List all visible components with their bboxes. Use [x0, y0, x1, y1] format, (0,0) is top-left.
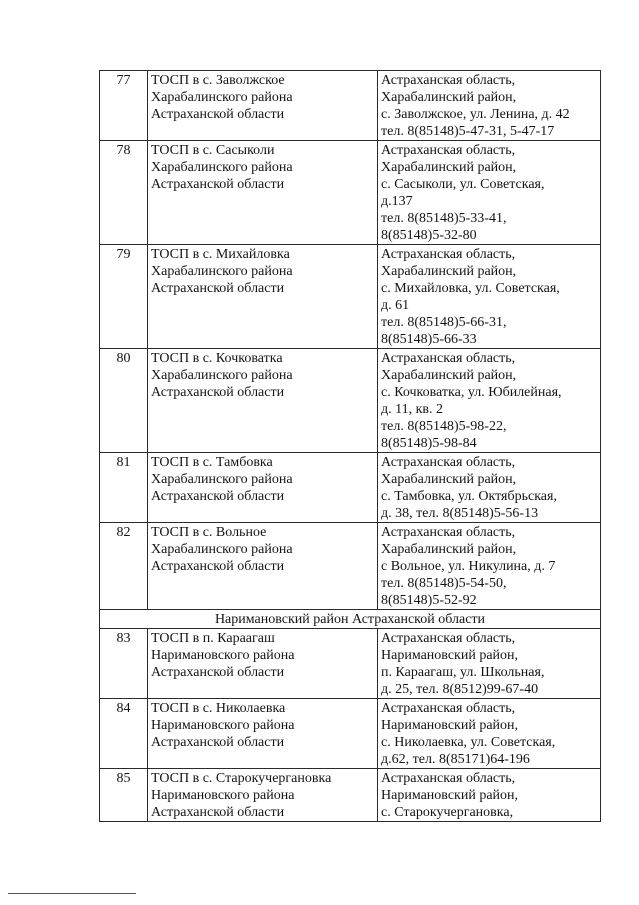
address-line: тел. 8(85148)5-66-31, — [381, 315, 507, 330]
office-name-line: Астраханской области — [151, 805, 285, 820]
address-line: Астраханская область, — [381, 143, 516, 158]
table-row — [100, 349, 601, 453]
office-name-line: ТОСП в с. Тамбовка — [151, 455, 273, 470]
section-header-row — [100, 610, 601, 629]
row-number: 82 — [100, 523, 148, 610]
address-line: тел. 8(85148)5-33-41, — [381, 211, 507, 226]
office-name-line: ТОСП в с. Михайловка — [151, 247, 290, 262]
address-line: с. Тамбовка, ул. Октябрьская, — [381, 489, 557, 504]
office-name-line: Астраханской области — [151, 177, 285, 192]
office-name-cell — [148, 523, 378, 610]
address-line: с. Михайловка, ул. Советская, — [381, 281, 560, 296]
table-row — [100, 453, 601, 523]
address-line: Астраханская область, — [381, 525, 516, 540]
district-section-heading: Наримановский район Астраханской области — [100, 610, 601, 629]
address-line: Харабалинский район, — [381, 160, 517, 175]
address-line: Наримановский район, — [381, 648, 519, 663]
office-name-line: Харабалинского района — [151, 542, 293, 557]
address-line: Астраханская область, — [381, 351, 516, 366]
table-row — [100, 523, 601, 610]
office-name-line: ТОСП в с. Вольное — [151, 525, 267, 540]
office-name-line: Астраханской области — [151, 281, 285, 296]
office-name-cell — [148, 629, 378, 699]
office-address-cell — [378, 71, 601, 141]
office-name-line: Харабалинского района — [151, 160, 293, 175]
address-line: Астраханская область, — [381, 455, 516, 470]
address-line: Астраханская область, — [381, 247, 516, 262]
row-number: 83 — [100, 629, 148, 699]
office-name-cell — [148, 699, 378, 769]
office-name-line: Харабалинского района — [151, 368, 293, 383]
row-number: 81 — [100, 453, 148, 523]
office-name-line: Астраханской области — [151, 735, 285, 750]
row-number: 79 — [100, 245, 148, 349]
address-line: д. 38, тел. 8(85148)5-56-13 — [381, 506, 539, 521]
office-name-line: ТОСП в с. Кочковатка — [151, 351, 283, 366]
office-name-line: ТОСП в с. Заволжское — [151, 73, 285, 88]
row-number: 78 — [100, 141, 148, 245]
table-row — [100, 769, 601, 822]
office-address-cell — [378, 769, 601, 822]
office-name-line: ТОСП в с. Николаевка — [151, 701, 286, 716]
row-number: 84 — [100, 699, 148, 769]
office-name-line: ТОСП в с. Старокучергановка — [151, 771, 332, 786]
row-number: 85 — [100, 769, 148, 822]
office-name-line: Астраханской области — [151, 385, 285, 400]
address-line: д.137 — [381, 194, 413, 209]
office-address-cell — [378, 523, 601, 610]
office-address-cell — [378, 141, 601, 245]
office-address-cell — [378, 349, 601, 453]
address-line: с. Николаевка, ул. Советская, — [381, 735, 556, 750]
address-line: д. 11, кв. 2 — [381, 402, 444, 417]
address-line: Харабалинский район, — [381, 542, 517, 557]
office-name-line: Наримановского района — [151, 718, 295, 733]
office-name-line: ТОСП в с. Сасыколи — [151, 143, 275, 158]
table-row — [100, 245, 601, 349]
address-line: Наримановский район, — [381, 718, 519, 733]
address-line: Астраханская область, — [381, 701, 516, 716]
table-row — [100, 629, 601, 699]
office-name-line: ТОСП в п. Караагаш — [151, 631, 275, 646]
office-name-line: Астраханской области — [151, 559, 285, 574]
address-line: д. 61 — [381, 298, 410, 313]
address-line: п. Караагаш, ул. Школьная, — [381, 665, 545, 680]
office-name-line: Астраханской области — [151, 489, 285, 504]
address-line: Астраханская область, — [381, 631, 516, 646]
office-address-cell — [378, 245, 601, 349]
registry-body — [100, 71, 601, 822]
address-line: Астраханская область, — [381, 73, 516, 88]
address-line: с Вольное, ул. Никулина, д. 7 — [381, 559, 556, 574]
address-line: Харабалинский район, — [381, 368, 517, 383]
office-name-line: Астраханской области — [151, 665, 285, 680]
row-number: 77 — [100, 71, 148, 141]
office-name-line: Харабалинского района — [151, 264, 293, 279]
office-name-line: Наримановского района — [151, 648, 295, 663]
address-line: д. 25, тел. 8(8512)99-67-40 — [381, 682, 539, 697]
address-line: Харабалинский район, — [381, 472, 517, 487]
address-line: тел. 8(85148)5-98-22, — [381, 419, 507, 434]
table-row — [100, 699, 601, 769]
office-address-cell — [378, 629, 601, 699]
address-line: Харабалинский район, — [381, 264, 517, 279]
row-number: 80 — [100, 349, 148, 453]
office-name-cell — [148, 453, 378, 523]
office-name-line: Астраханской области — [151, 107, 285, 122]
address-line: 8(85148)5-32-80 — [381, 228, 477, 243]
office-address-cell — [378, 453, 601, 523]
address-line: с. Кочковатка, ул. Юбилейная, — [381, 385, 562, 400]
address-line: 8(85148)5-66-33 — [381, 332, 477, 347]
address-line: Харабалинский район, — [381, 90, 517, 105]
address-line: с. Старокучергановка, — [381, 805, 514, 820]
tosp-registry-table — [99, 70, 601, 822]
office-name-cell — [148, 769, 378, 822]
footnote-rule — [8, 893, 136, 894]
address-line: 8(85148)5-98-84 — [381, 436, 477, 451]
office-name-cell — [148, 349, 378, 453]
address-line: 8(85148)5-52-92 — [381, 593, 477, 608]
address-line: с. Сасыколи, ул. Советская, — [381, 177, 545, 192]
office-name-cell — [148, 245, 378, 349]
office-name-cell — [148, 71, 378, 141]
address-line: тел. 8(85148)5-47-31, 5-47-17 — [381, 124, 555, 139]
address-line: Астраханская область, — [381, 771, 516, 786]
office-address-cell — [378, 699, 601, 769]
office-name-line: Наримановского района — [151, 788, 295, 803]
office-name-cell — [148, 141, 378, 245]
address-line: с. Заволжское, ул. Ленина, д. 42 — [381, 107, 570, 122]
address-line: д.62, тел. 8(85171)64-196 — [381, 752, 530, 767]
office-name-line: Харабалинского района — [151, 472, 293, 487]
address-line: тел. 8(85148)5-54-50, — [381, 576, 507, 591]
table-row — [100, 141, 601, 245]
address-line: Наримановский район, — [381, 788, 519, 803]
table-row — [100, 71, 601, 141]
office-name-line: Харабалинского района — [151, 90, 293, 105]
